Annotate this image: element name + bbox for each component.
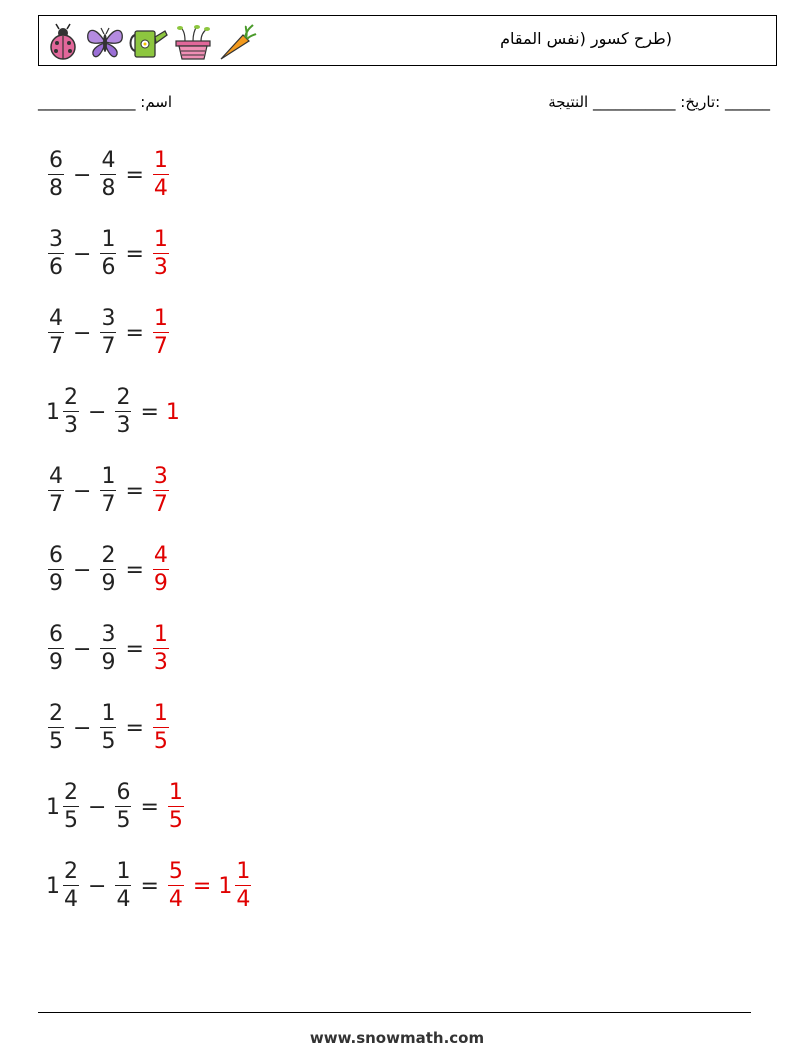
subtrahend-denominator: 7 — [101, 334, 116, 360]
subtrahend-numerator: 1 — [101, 700, 116, 726]
answer — [166, 400, 181, 425]
header-box — [38, 15, 777, 66]
subtrahend-numerator: 1 — [101, 226, 116, 252]
equals-sign: = — [140, 794, 159, 820]
answer-fraction — [168, 858, 184, 913]
minuend-numerator: 2 — [64, 858, 78, 884]
answer-denominator: 5 — [153, 729, 168, 755]
answer-denominator: 7 — [153, 334, 168, 360]
minuend-denominator: 4 — [64, 887, 78, 913]
subtrahend-denominator: 3 — [116, 413, 131, 439]
minuend-numerator: 2 — [64, 384, 78, 410]
minuend-numerator: 4 — [49, 305, 63, 331]
subtrahend-denominator: 5 — [101, 729, 116, 755]
answer-numerator: 3 — [153, 463, 168, 489]
minuend-numerator: 3 — [49, 226, 63, 252]
answer-denominator: 9 — [153, 571, 168, 597]
answer-fraction — [153, 463, 169, 518]
minuend-whole: 1 — [46, 399, 60, 425]
equals-sign: = — [140, 399, 159, 425]
header-icons — [45, 22, 257, 62]
subtrahend-fraction — [100, 621, 116, 676]
answer — [151, 463, 171, 518]
subtrahend-fraction — [100, 463, 116, 518]
watering-can-icon — [129, 23, 169, 61]
minus-sign: − — [73, 715, 92, 741]
minuend-fraction — [48, 700, 64, 755]
subtrahend-fraction — [115, 858, 131, 913]
minuend-numerator: 4 — [49, 463, 63, 489]
subtrahend-fraction — [115, 779, 131, 834]
minuend-denominator: 6 — [49, 255, 63, 281]
answer-fraction — [153, 621, 169, 676]
minuend-denominator: 3 — [64, 413, 78, 439]
subtrahend-denominator: 4 — [116, 887, 131, 913]
problem-row — [46, 619, 171, 679]
answer-whole: 1 — [165, 399, 180, 425]
answer-numerator: 1 — [168, 779, 183, 805]
minus-sign: − — [88, 873, 107, 899]
subtrahend-numerator: 3 — [101, 305, 116, 331]
equals-sign: = — [125, 636, 144, 662]
subtrahend-numerator: 6 — [116, 779, 131, 805]
minuend-numerator: 6 — [49, 621, 63, 647]
minuend-whole: 1 — [46, 794, 60, 820]
answer-fraction — [153, 542, 169, 597]
minuend-whole: 1 — [46, 873, 60, 899]
answer-denominator: 5 — [168, 808, 183, 834]
equals-sign: = — [125, 162, 144, 188]
equals-sign: = — [125, 241, 144, 267]
answer-numerator: 4 — [153, 542, 168, 568]
answer-numerator: 1 — [236, 858, 251, 884]
subtrahend-numerator: 1 — [116, 858, 131, 884]
minus-sign: − — [73, 162, 92, 188]
minuend-denominator: 5 — [64, 808, 78, 834]
minuend-fraction — [63, 384, 79, 439]
answer — [151, 305, 171, 360]
answer-numerator: 5 — [168, 858, 183, 884]
problem-row — [46, 856, 253, 916]
answer — [151, 542, 171, 597]
name-line: اسم: _____________ — [38, 93, 173, 111]
subtrahend-numerator: 4 — [101, 147, 116, 173]
answer-numerator: 1 — [153, 147, 168, 173]
problem-row — [46, 382, 181, 442]
answer-denominator: 3 — [153, 255, 168, 281]
subtrahend-denominator: 9 — [101, 650, 116, 676]
answer-numerator: 1 — [153, 700, 168, 726]
minuend-numerator: 2 — [49, 700, 63, 726]
answer-denominator: 7 — [153, 492, 168, 518]
minuend-fraction — [48, 463, 64, 518]
problem-row — [46, 303, 171, 363]
subtrahend-denominator: 7 — [101, 492, 116, 518]
answer — [166, 858, 186, 913]
minuend-denominator: 9 — [49, 571, 63, 597]
answer-denominator: 4 — [168, 887, 183, 913]
minuend-fraction — [48, 147, 64, 202]
answer — [151, 147, 171, 202]
minuend-denominator: 8 — [49, 176, 63, 202]
minuend-fraction — [48, 542, 64, 597]
minuend-fraction — [48, 305, 64, 360]
footer-url: www.snowmath.com — [309, 1029, 485, 1047]
answer-denominator: 4 — [236, 887, 251, 913]
ladybug-icon — [45, 23, 81, 61]
footer-divider — [38, 1012, 751, 1013]
butterfly-icon — [85, 23, 125, 61]
answer-denominator: 4 — [153, 176, 168, 202]
equals-sign: = — [125, 320, 144, 346]
minuend-denominator: 5 — [49, 729, 63, 755]
seedling-pot-icon — [173, 23, 213, 61]
subtrahend-numerator: 1 — [101, 463, 116, 489]
subtrahend-denominator: 8 — [101, 176, 116, 202]
minus-sign: − — [73, 320, 92, 346]
minus-sign: − — [88, 794, 107, 820]
subtrahend-numerator: 2 — [101, 542, 116, 568]
subtrahend-fraction — [100, 700, 116, 755]
answer-denominator: 3 — [153, 650, 168, 676]
equals-sign: = — [125, 715, 144, 741]
answer-numerator: 1 — [153, 621, 168, 647]
equals-sign: = — [125, 557, 144, 583]
minuend-fraction — [63, 779, 79, 834]
minuend-numerator: 6 — [49, 147, 63, 173]
subtrahend-denominator: 9 — [101, 571, 116, 597]
minuend-fraction — [63, 858, 79, 913]
subtrahend-denominator: 5 — [116, 808, 131, 834]
answer — [151, 226, 171, 281]
problem-row — [46, 224, 171, 284]
answer-fraction — [168, 779, 184, 834]
answer-numerator: 1 — [153, 226, 168, 252]
answer — [151, 621, 171, 676]
subtrahend-fraction — [115, 384, 131, 439]
problem-row — [46, 777, 186, 837]
minuend-denominator: 9 — [49, 650, 63, 676]
subtrahend-numerator: 3 — [101, 621, 116, 647]
minuend-fraction — [48, 621, 64, 676]
answer-fraction — [153, 147, 169, 202]
subtrahend-fraction — [100, 542, 116, 597]
equals-sign: = — [125, 478, 144, 504]
problem-row — [46, 145, 171, 205]
minuend-fraction — [48, 226, 64, 281]
minus-sign: − — [73, 241, 92, 267]
subtrahend-fraction — [100, 226, 116, 281]
minus-sign: − — [73, 478, 92, 504]
subtrahend-fraction — [100, 147, 116, 202]
answer-fraction — [153, 226, 169, 281]
date-score-line: ______ :تاريخ: ___________ النتيجة — [548, 93, 770, 111]
minuend-numerator: 6 — [49, 542, 63, 568]
worksheet-title: (طرح کسور (نفس المقام — [500, 29, 672, 48]
answer — [151, 700, 171, 755]
minus-sign: − — [73, 636, 92, 662]
answer-fraction — [235, 858, 251, 913]
problem-row — [46, 698, 171, 758]
answer — [218, 858, 253, 913]
minus-sign: − — [88, 399, 107, 425]
answer-numerator: 1 — [153, 305, 168, 331]
minuend-denominator: 7 — [49, 492, 63, 518]
minuend-denominator: 7 — [49, 334, 63, 360]
minuend-numerator: 2 — [64, 779, 78, 805]
answer — [166, 779, 186, 834]
answer-equals-sign: = — [192, 873, 212, 899]
problem-row — [46, 540, 171, 600]
answer-whole: 1 — [218, 873, 233, 899]
problem-row — [46, 461, 171, 521]
subtrahend-numerator: 2 — [116, 384, 131, 410]
subtrahend-denominator: 6 — [101, 255, 116, 281]
equals-sign: = — [140, 873, 159, 899]
subtrahend-fraction — [100, 305, 116, 360]
minus-sign: − — [73, 557, 92, 583]
answer-fraction — [153, 305, 169, 360]
carrot-icon — [217, 23, 257, 61]
answer-fraction — [153, 700, 169, 755]
